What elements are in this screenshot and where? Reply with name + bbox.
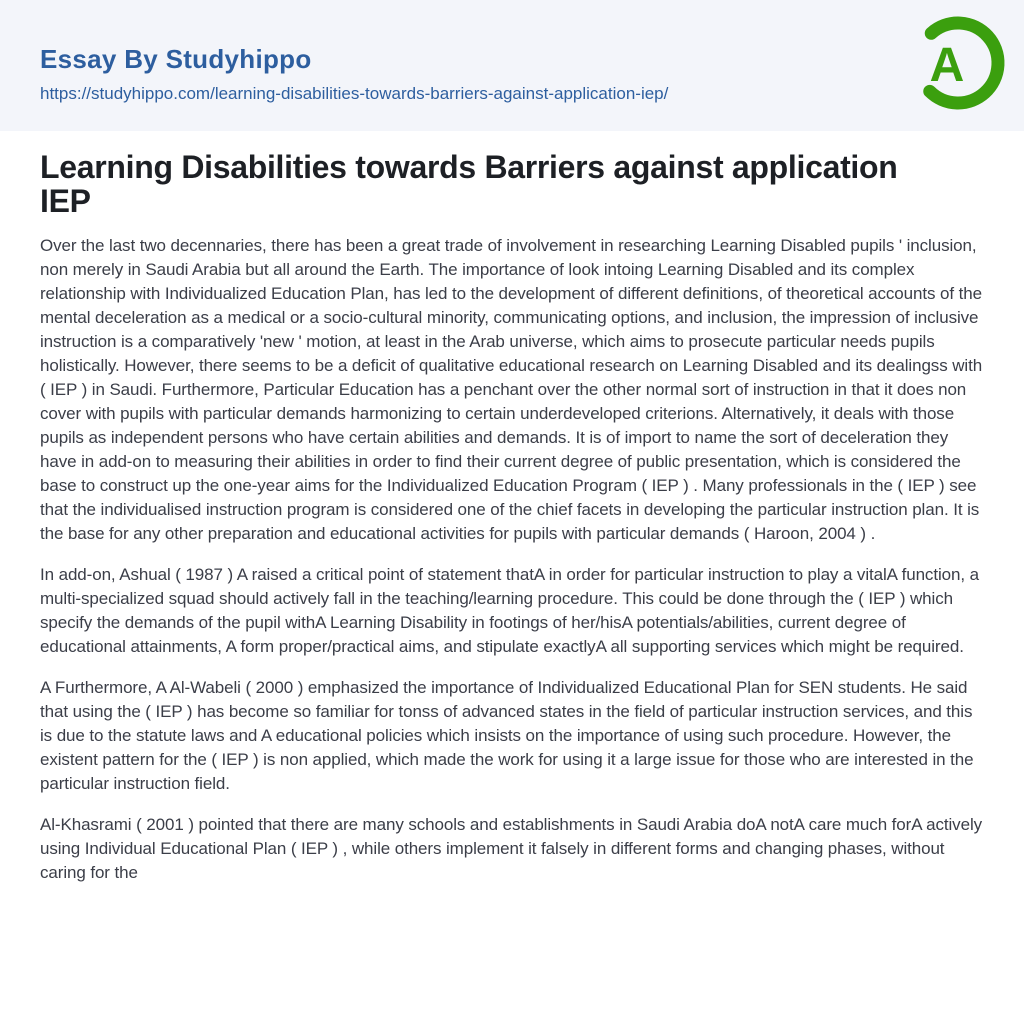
site-title: Essay By Studyhippo [40, 44, 312, 74]
essay-paragraph: A Furthermore, A Al-Wabeli ( 2000 ) emphasized the importance of Individualized Educational Plan for SEN students. He said that using the ( IEP ) has become so familiar for tonss of advanced states in the field of particular instruction services, and this is due to the statute laws and A educational policies which insists on the importance of using such procedure. However, the existent pattern for the ( IEP ) is non applied, which made the work for using it a large issue for those who are interested in the particular instruction field. [40, 678, 974, 793]
essay-body [40, 234, 984, 885]
essay-paragraph: In add-on, Ashual ( 1987 ) A raised a critical point of statement thatA in order for particular instruction to play a vitalA function, a multi-specialized squad should actively fall in the teaching/learning procedure. This could be done through the ( IEP ) which specify the demands of the pupil withA Learning Disability in footings of her/hisA potentials/abilities, current degree of educational attainments, A form proper/practical aims, and stipulate exactlyA all supporting services which might be required. [40, 565, 979, 656]
logo-letter: A [929, 38, 965, 92]
page-title: Learning Disabilities towards Barriers against application IEP [40, 149, 898, 219]
article-content [0, 150, 1024, 885]
essay-paragraph: Al-Khasrami ( 2001 ) pointed that there are many schools and establishments in Saudi Arabia doA notA care much forA actively using Individual Educational Plan ( IEP ) , while others implement it falsely in different forms and changing phases, without caring for the [40, 815, 983, 882]
page-url-link[interactable]: https://studyhippo.com/learning-disabilities-towards-barriers-against-application-iep/ [40, 84, 669, 103]
header-band [0, 0, 1024, 131]
studyhippo-logo[interactable] [904, 14, 1006, 116]
essay-paragraph: Over the last two decennaries, there has been a great trade of involvement in researching Learning Disabled pupils ' inclusion, non merely in Saudi Arabia but all around the Earth. The importance of look intoing Learning Disabled and its complex relationship with Individualized Education Plan, has led to the development of different definitions, of theoretical accounts of the mental deceleration as a medical or a socio-cultural minority, communicating options, and inclusion, the impression of inclusive instruction is a comparatively 'new ' motion, at least in the Arab universe, which aims to prosecute particular needs pupils holistically. However, there seems to be a deficit of qualitative educational research on Learning Disabled and its dealingss with ( IEP ) in Saudi. Furthermore, Particular Education has a penchant over the other normal sort of instruction in that it does non cover with pupils with particular demands harmonizing to certain underdeveloped criterions. Alternatively, it deals with those pupils as independent persons who have certain abilities and demands. It is of import to name the sort of deceleration they have in add-on to measuring their abilities in order to find their current degree of public presentation, which is considered the base to construct up the one-year aims for the Individualized Education Program ( IEP ) . Many professionals in the ( IEP ) see that the individualised instruction program is considered one of the chief facets in developing the particular instruction plan. It is the base for any other preparation and educational activities for pupils with particular demands ( Haroon, 2004 ) . [40, 236, 983, 543]
